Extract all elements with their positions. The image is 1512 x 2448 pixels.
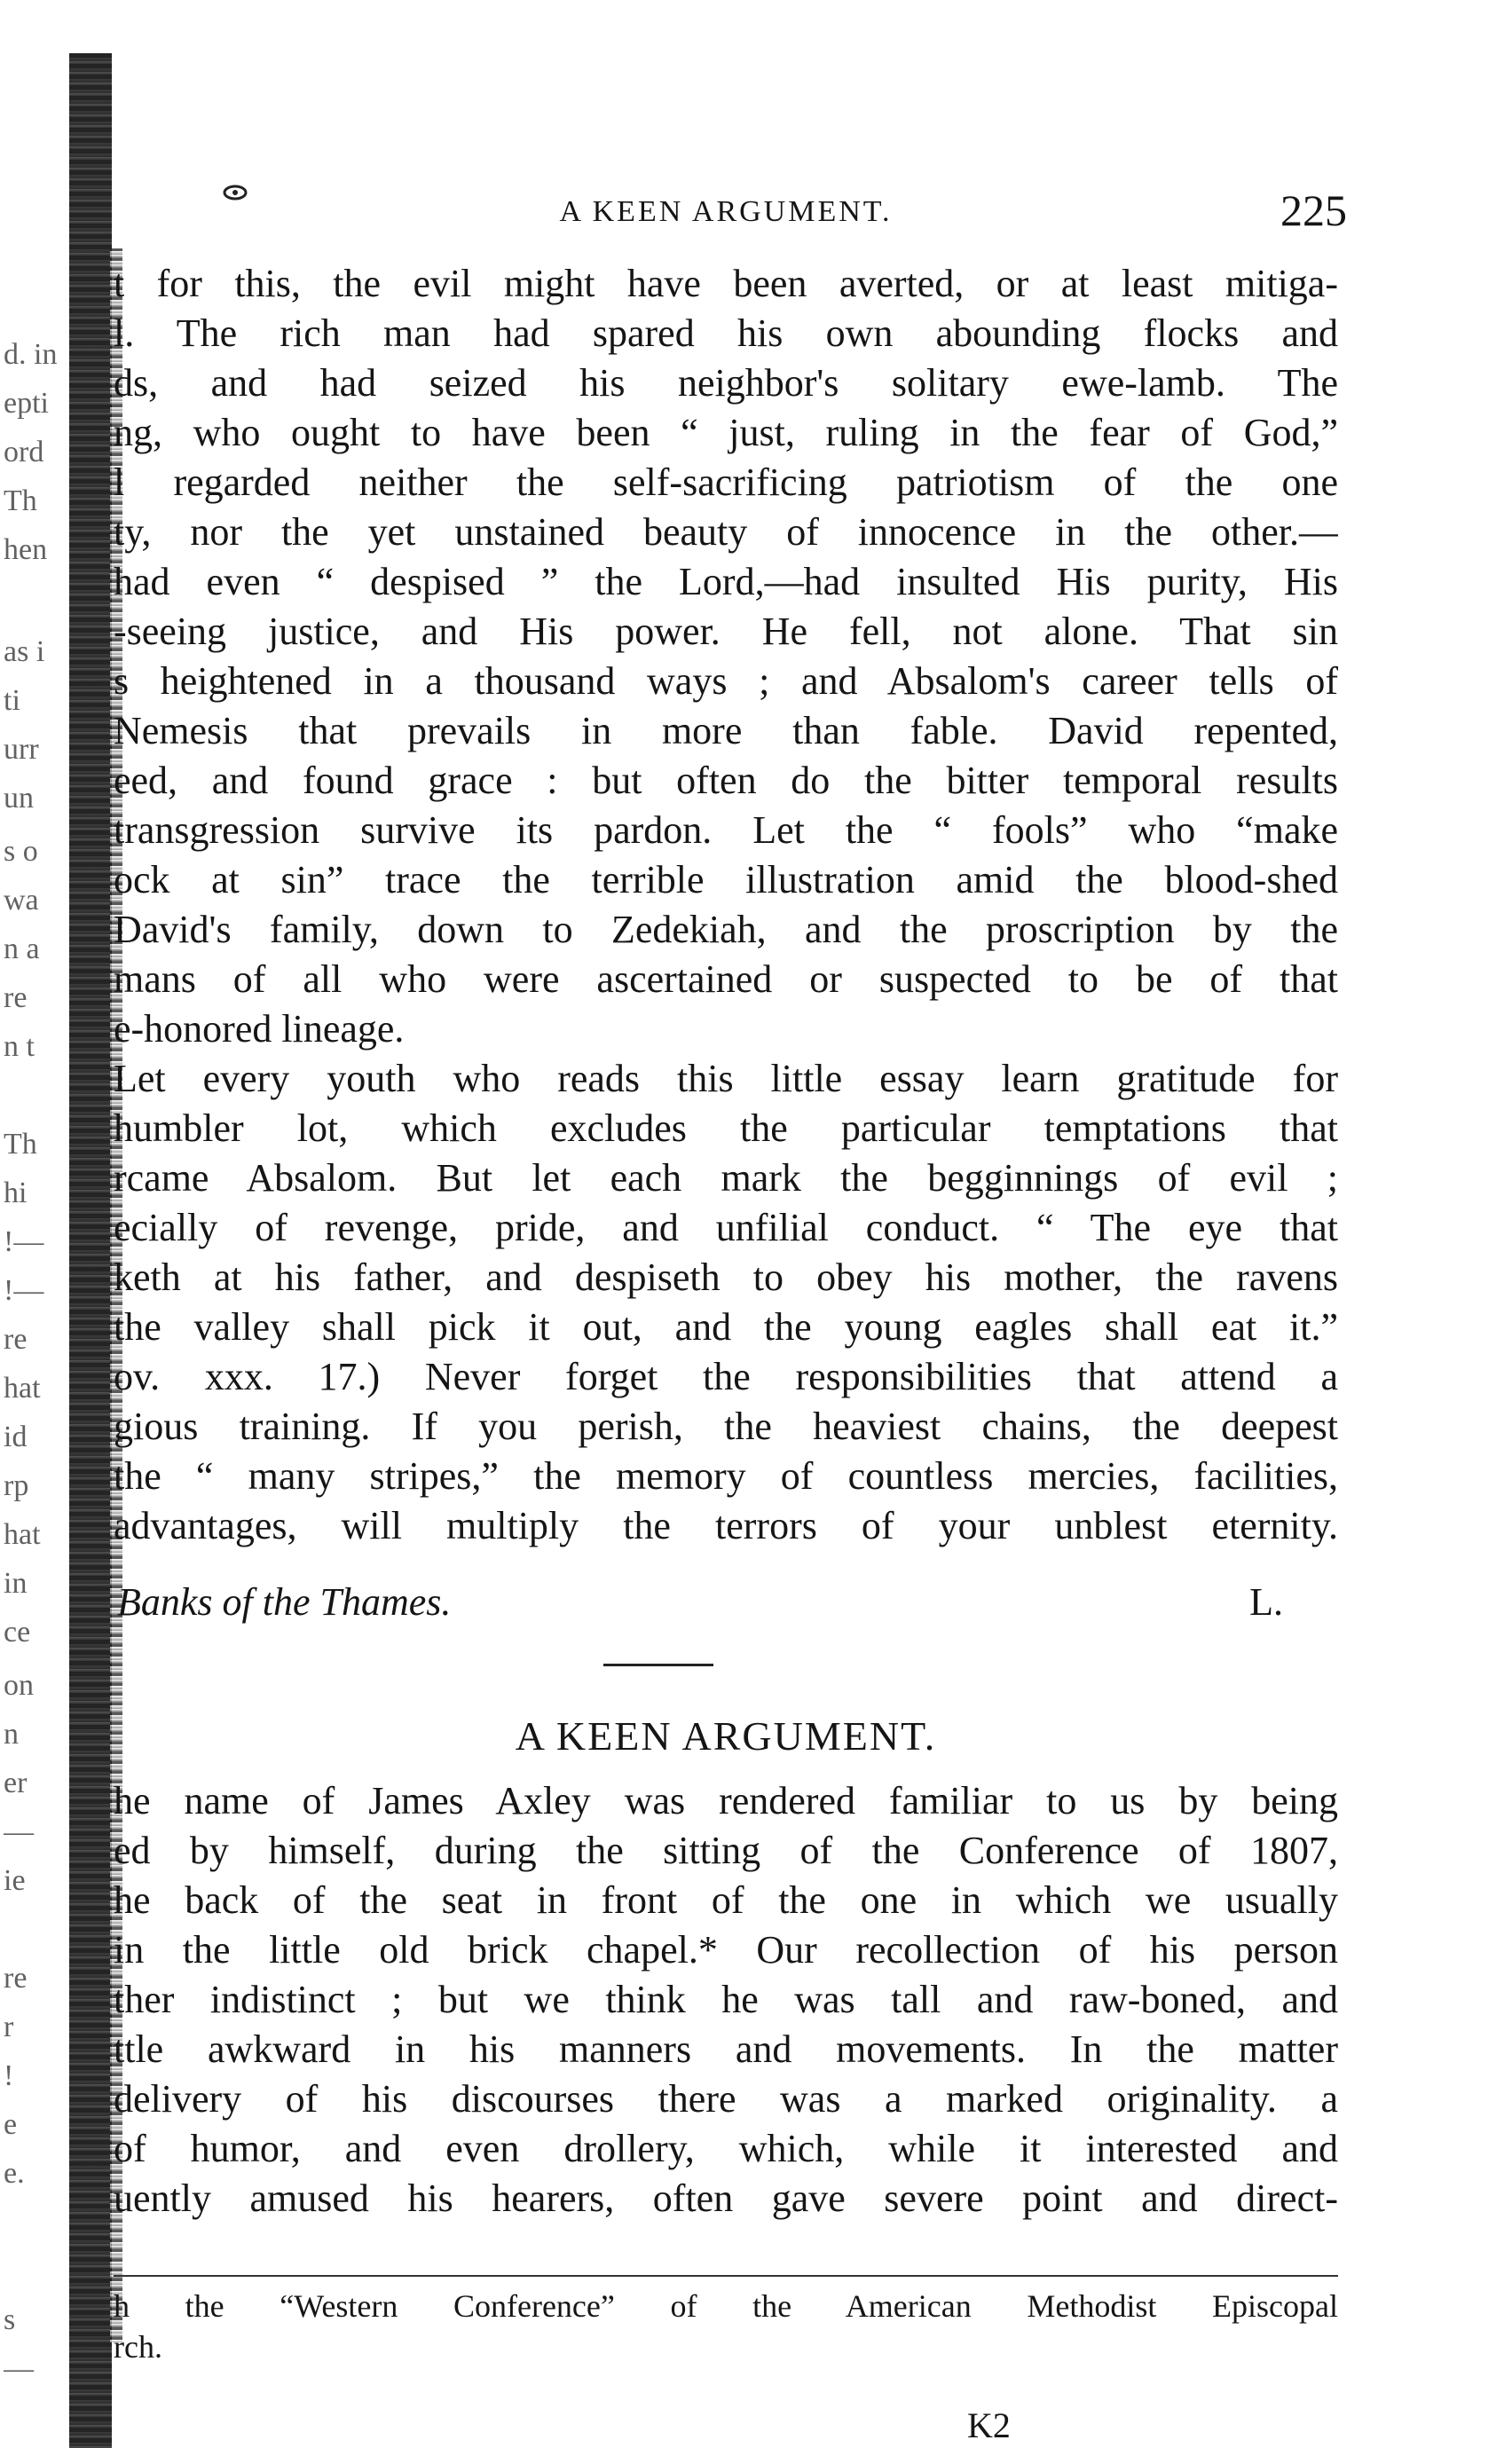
section-title: A KEEN ARGUMENT. [515, 1713, 937, 1759]
text-line: eed, and found grace : but often do the bitter temporal results [114, 759, 1338, 802]
section-divider [603, 1664, 713, 1666]
text-line: e-honored lineage. [114, 1007, 405, 1051]
footnote-rule [114, 2275, 1338, 2277]
text-line: keth at his father, and despiseth to obey his mother, the ravens [114, 1255, 1338, 1299]
text-line: advantages, will multiply the terrors of your unblest eternity. [114, 1504, 1338, 1547]
text-line: Nemesis that prevails in more than fable. David repented, [114, 709, 1338, 752]
text-line: transgression survive its pardon. Let the “ fools” who “make [114, 808, 1338, 852]
footnote-line: rch. [114, 2329, 162, 2365]
text-line: rcame Absalom. But let each mark the begginnings of evil ; [114, 1156, 1338, 1200]
text-line: ds, and had seized his neighbor's solitary ewe-lamb. The [114, 361, 1338, 405]
text-line: in the little old brick chapel.* Our recollection of his person [114, 1928, 1338, 1972]
body-text [114, 259, 1338, 1551]
section-body [114, 1776, 1338, 2224]
footnote-line: h the “Western Conference” of the American Methodist Episcopal [114, 2288, 1338, 2324]
text-line: uently amused his hearers, often gave severe point and direct- [114, 2176, 1338, 2220]
running-head: A KEEN ARGUMENT. [559, 195, 893, 228]
text-line: David's family, down to Zedekiah, and the proscription by the [114, 908, 1338, 951]
text-line: ed by himself, during the sitting of the Conference of 1807, [114, 1829, 1338, 1872]
signature-mark: K2 [967, 2405, 1011, 2445]
text-line: he back of the seat in front of the one in which we usually [114, 1878, 1338, 1922]
text-line: ov. xxx. 17.) Never forget the responsibilities that attend a [114, 1355, 1338, 1398]
text-line: ther indistinct ; but we think he was tall and raw-boned, and [114, 1978, 1338, 2021]
page-number: 225 [1280, 185, 1347, 235]
text-line: the valley shall pick it out, and the young eagles shall eat it.” [114, 1305, 1338, 1349]
signature-initial: L. [1249, 1580, 1283, 1624]
text-line: Let every youth who reads this little essay learn gratitude for [114, 1057, 1338, 1100]
text-line: ng, who ought to have been “ just, ruling in the fear of God,” [114, 411, 1338, 454]
binding-gutter [69, 53, 112, 2448]
text-line: ecially of revenge, pride, and unfilial conduct. “ The eye that [114, 1206, 1338, 1249]
text-line: gious training. If you perish, the heaviest chains, the deepest [114, 1405, 1338, 1448]
text-line: s heightened in a thousand ways ; and Absalom's career tells of [114, 659, 1338, 703]
text-line: ty, nor the yet unstained beauty of innocence in the other.— [114, 510, 1338, 554]
facing-page-bleed: d. in epti ord Th hen as i ti urr un s o wa n a re n t Th hi !— !— re hat id rp hat in ce on n er — ie re r ! e e. s — [4, 338, 58, 2385]
text-line: of humor, and even drollery, which, while it interested and [114, 2127, 1338, 2170]
page-header [114, 185, 1347, 238]
text-line: humbler lot, which excludes the particular temptations that [114, 1106, 1338, 1150]
text-line: l regarded neither the self-sacrificing patriotism of the one [114, 460, 1338, 504]
text-line: l. The rich man had spared his own abounding flocks and [114, 311, 1338, 355]
text-line: the “ many stripes,” the memory of countless mercies, facilities, [114, 1454, 1338, 1498]
text-line: had even “ despised ” the Lord,—had insulted His purity, His [114, 560, 1338, 603]
text-line: he name of James Axley was rendered familiar to us by being [114, 1779, 1338, 1822]
footnote [114, 2286, 1338, 2367]
signature-line [117, 1578, 1338, 1627]
text-line: ttle awkward in his manners and movements. In the matter [114, 2027, 1338, 2071]
text-line: ock at sin” trace the terrible illustration amid the blood-shed [114, 858, 1338, 901]
text-line: delivery of his discourses there was a marked originality. a [114, 2077, 1338, 2121]
text-line: mans of all who were ascertained or suspected to be of that [114, 957, 1338, 1001]
signature-place: Banks of the Thames. [117, 1580, 452, 1624]
text-line: t for this, the evil might have been averted, or at least mitiga- [114, 262, 1338, 305]
text-line: -seeing justice, and His power. He fell, not alone. That sin [114, 610, 1338, 653]
